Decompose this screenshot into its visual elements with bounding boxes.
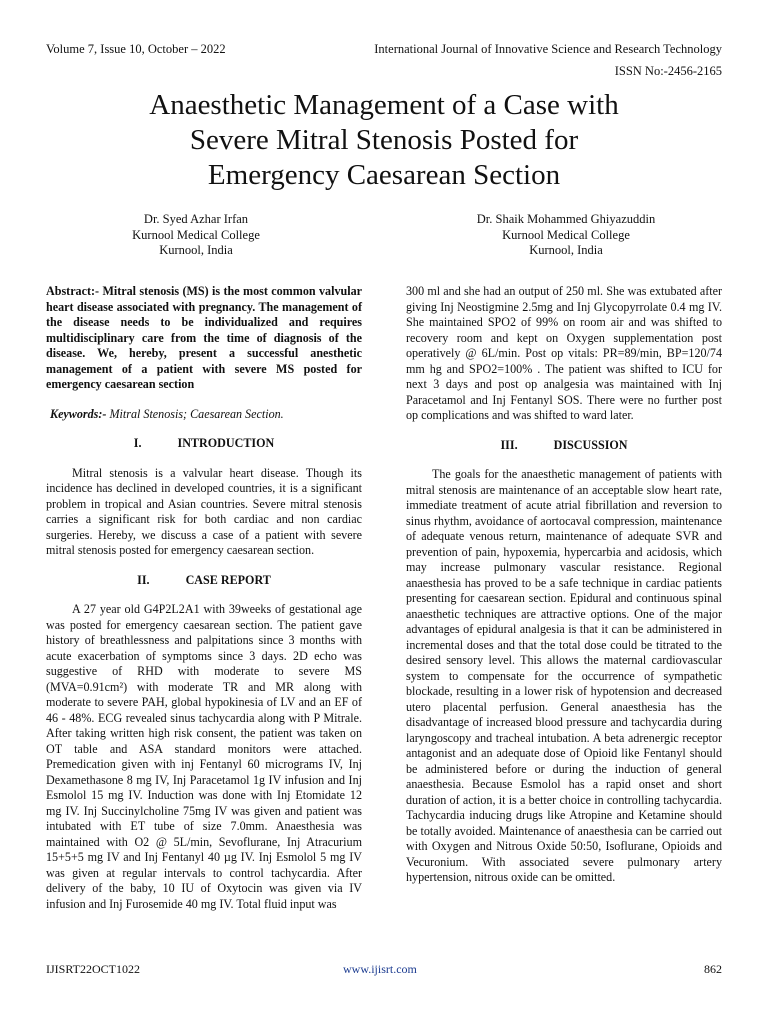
section-heading-discussion [406, 438, 722, 454]
section-heading-case-report [46, 573, 362, 589]
footer-website-link[interactable]: www.ijisrt.com [343, 962, 417, 976]
right-column [406, 284, 722, 900]
section-title: DISCUSSION [553, 437, 628, 452]
keywords-text: Mitral Stenosis; Caesarean Section. [106, 406, 284, 421]
paper-title [84, 88, 684, 193]
volume-info: Volume 7, Issue 10, October – 2022 [46, 42, 226, 56]
section-title: CASE REPORT [185, 572, 271, 587]
discussion-paragraph: The goals for the anaesthetic management of patients with mitral stenosis are maintenance of an acceptable slow heart rate, immediate treatment of acute atrial fibrillation and reversion to sinus rhythm, avoidance of aortocaval compression, maintenance of adequate venous return, maintenance of adequate SVR and prevention of pain, hypoxemia, hypercarbia and acidosis, which may increase pulmonary vascular resistance. Regional anaesthesia has proved to be a safe technique in cardiac patients presenting for caesarean section. Epidural and continuous spinal anaesthetic techniques are attractive options. One of the major advantages of epidural analgesia is that it can be administered in incremental doses and that the total dose could be titrated to the desired sensory level. This allows the maternal cardiovascular system to compensate for the occurrence of sympathetic blockade, resulting in a lower risk of hypotension and decreased utero placental perfusion. General anaesthesia has the disadvantage of increased blood pressure and tachycardia during laryngoscopy and tracheal intubation. A beta adrenergic receptor antagonist and an adequate dose of Opioid like Fentanyl should be administered before or during the induction of general anaesthesia. Because Esmolol has a rapid onset and short duration of action, it is a better choice in controlling tachycardia. Tachycardia inducing drugs like Atropine and Ketamine should be totally avoided. Maintenance of anaesthesia can be carried out with Oxygen and Nitrous Oxide 50:50, Isoflurane, Opioids and Vecuronium. With associated severe pulmonary artery hypertension, nitrous oxide can be omitted. [406, 467, 722, 884]
author-block [448, 212, 684, 259]
footer-article-id: IJISRT22OCT1022 [46, 962, 140, 976]
introduction-paragraph: Mitral stenosis is a valvular heart disease. Though its incidence has declined in developed countries, it is a significant problem in tropical and Asian countries. Severe mitral stenosis carries a significant risk for both cardiac and non cardiac surgeries. Hereby, we discuss a case of a patient with severe mitral stenosis posted for emergency caesarean section. [46, 465, 362, 557]
author-affiliation: Kurnool Medical College [502, 227, 630, 242]
case-report-continued: 300 ml and she had an output of 250 ml. She was extubated after giving Inj Neostigmine 2.5mg and Inj Glycopyrrolate 0.4 mg IV. She maintained SPO2 of 99% on room air and was shifted to recovery room and kept on Oxygen supplementation post operatively @ 6L/min. Post op vitals: PR=89/min, BP=120/74 mm hg and SPO2=100% . The patient was shifted to ICU for next 3 days and post op analgesia was maintained with Inj Paracetamol and Inj Fentanyl SOS. There were no further post op complications and was shifted to ward later. [406, 284, 722, 422]
author-name: Dr. Syed Azhar Irfan [143, 212, 249, 226]
author-location: Kurnool, India [529, 243, 603, 257]
section-number: II. [137, 572, 150, 587]
keywords [50, 407, 362, 423]
section-number: I. [133, 436, 142, 450]
author-location: Kurnool, India [159, 243, 233, 257]
journal-name: International Journal of Innovative Science and Research Technology [374, 42, 722, 56]
case-report-paragraph: A 27 year old G4P2L2A1 with 39weeks of gestational age was posted for emergency caesarean section. The patient gave history of breathlessness and palpitations since 3 months with acute exacerbation of symptoms since 3 days. 2D echo was suggestive of RHD with moderate to severe MS (MVA=0.91cm²) with moderate TR and MR along with moderate to severe PAH, global hypokinesia of LV and an EF of 46 - 48%. ECG revealed sinus tachycardia along with P Mitrale. After taking written high risk consent, the patient was taken on OT table and ASA standard monitors were attached. Premedication given with inj Fentanyl 60 micrograms IV, Inj Dexamethasone 8 mg IV, Inj Paracetamol 1g IV infusion and Inj Esmolol 15 mg IV. Induction was done with Inj Etomidate 12 mg IV. Inj Succinylcholine 75mg IV was given and patient was intubated with ET tube of size 7.0mm. Anaesthesia was maintained with O2 @ 5L/min, Sevoflurane, Inj Atracurium 15+5+5 mg IV and Inj Fentanyl 40 µg IV. Inj Esmolol 5 mg IV was given at regular intervals to control tachycardia. After delivery of the baby, 10 IU of Oxytocin was given via IV infusion and Inj Furosemide 40 mg IV. Total fluid input was [46, 602, 362, 911]
section-title: INTRODUCTION [177, 436, 275, 450]
keywords-label: Keywords:- [50, 406, 107, 421]
author-block [96, 212, 296, 259]
title-line: Anaesthetic Management of a Case with [149, 89, 619, 121]
issn: ISSN No:-2456-2165 [614, 64, 722, 78]
page-number: 862 [704, 962, 722, 976]
abstract: Abstract:- Mitral stenosis (MS) is the most common valvular heart disease associated with pregnancy. The management of the disease needs to be individualized and requires multidisciplinary care from the time of diagnosis of the disease. We, hereby, present a successful anesthetic management of a patient with severe MS posted for emergency caesarean section [46, 284, 362, 391]
section-number: III. [500, 437, 518, 452]
section-heading-introduction [46, 436, 362, 452]
left-column [46, 284, 362, 926]
author-affiliation: Kurnool Medical College [132, 227, 260, 242]
title-line: Severe Mitral Stenosis Posted for [189, 124, 579, 156]
author-name: Dr. Shaik Mohammed Ghiyazuddin [476, 212, 656, 226]
title-line: Emergency Caesarean Section [207, 159, 561, 191]
